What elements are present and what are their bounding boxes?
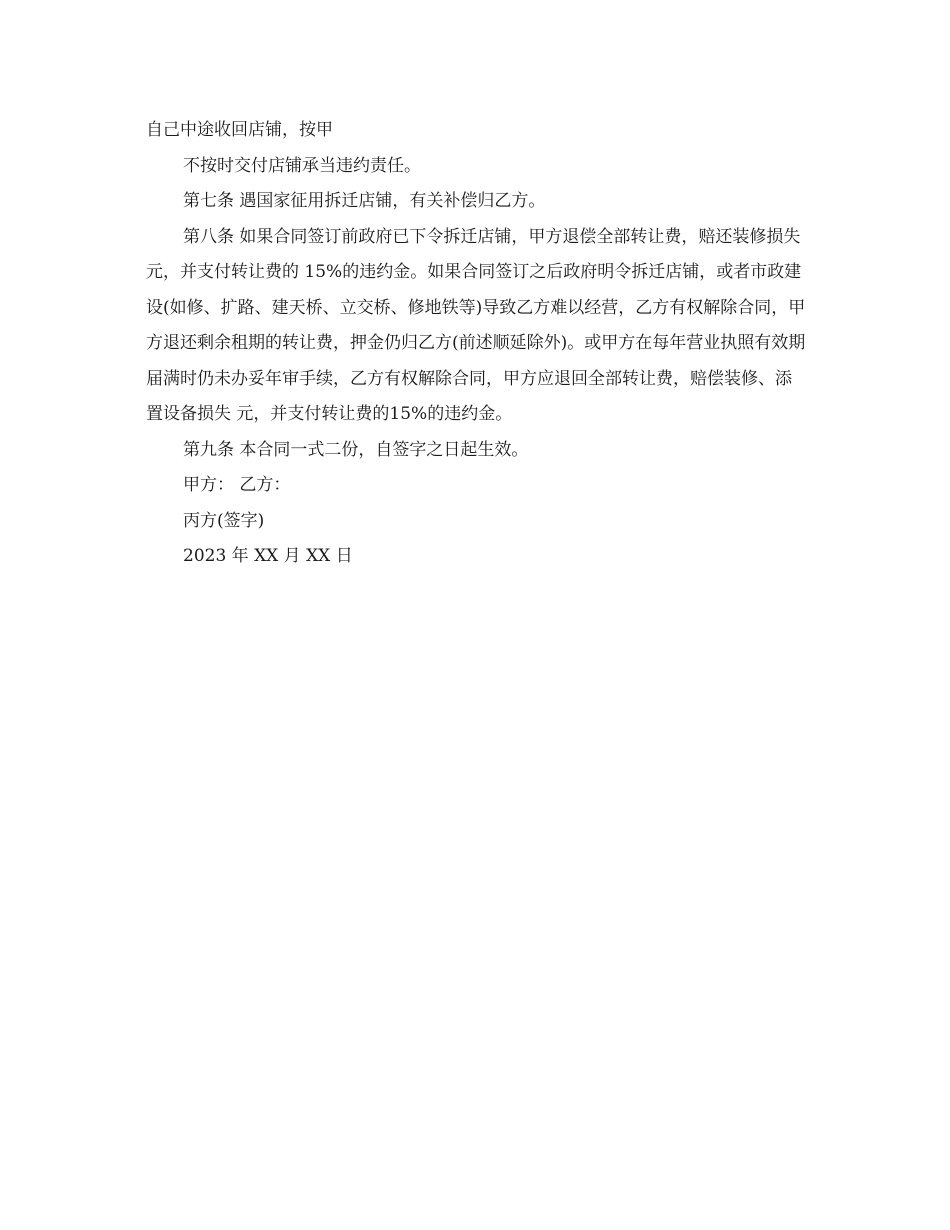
document-date: 2023 年 XX 月 XX 日 bbox=[183, 546, 353, 566]
document-body bbox=[146, 113, 806, 575]
paragraph-breach-liability: 不按时交付店铺承当违约责任。 bbox=[183, 155, 421, 176]
paragraph-article-7: 第七条 遇国家征用拆迁店铺，有关补偿归乙方。 bbox=[183, 191, 546, 211]
signature-party-c: 丙方(签字) bbox=[183, 510, 265, 531]
signature-party-a-b: 甲方： 乙方： bbox=[183, 475, 291, 495]
paragraph-continuation: 自己中途收回店铺，按甲 bbox=[146, 120, 333, 140]
paragraph-article-8: 第八条 如果合同签订前政府已下令拆迁店铺，甲方退偿全部转让费，赔还装修损失 元，并支付转让费的 15%的违约金。如果合同签订之后政府明令拆迁店铺，或者市政建设(如修、扩路、建天桥、立交桥、修地铁等)导致乙方难以经营，乙方有权解除合同，甲方退还剩余租期的转让费，押金仍归乙方(前述顺延除外)。或甲方在每年营业执照有效期届满时仍未办妥年审手续，乙方有权解除合同，甲方应退回全部转让费，赔偿装修、添置设备损失 元，并支付转让费的15%的违约金。 bbox=[146, 226, 806, 424]
paragraph-article-9: 第九条 本合同一式二份，自签字之日起生效。 bbox=[183, 439, 529, 460]
